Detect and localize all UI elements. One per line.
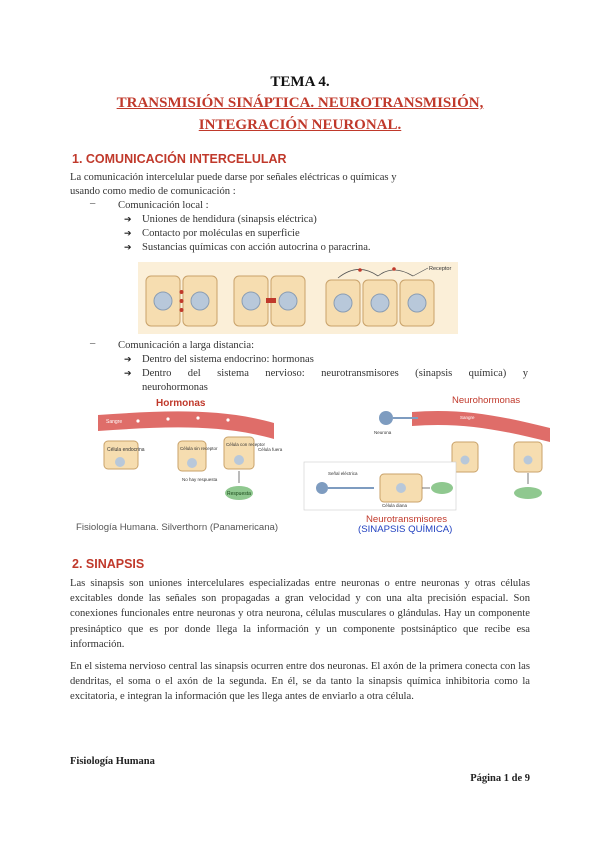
blood-label: Sangre [106, 419, 123, 425]
neuron-label: Neurona [374, 430, 392, 435]
no-receptor-cell-label: Célula sin receptor [180, 446, 218, 451]
footer-course-name: Fisiología Humana [70, 756, 155, 767]
neurohormones-title: Neurohormonas [452, 395, 521, 406]
local-communication-figure [138, 262, 458, 334]
neurotransmitters-figure [304, 462, 456, 510]
section1-intro-line1: La comunicación intercelular puede darse por señales eléctricas o químicas y [70, 172, 397, 183]
page-subtitle-line2: INTEGRACIÓN NEURONAL. [198, 117, 402, 133]
receptor-label: Receptor [429, 266, 452, 272]
list-dash: – [90, 198, 96, 209]
hormones-title: Hormonas [156, 398, 206, 409]
local-communication-label: Comunicación local : [118, 200, 209, 211]
arrow-icon: ➔ [124, 242, 132, 252]
local-item-3: Sustancias químicas con acción autocrina o paracrina. [142, 242, 371, 253]
figure-caption-left: Fisiología Humana. Silverthorn (Panamericana) [76, 522, 279, 533]
page-subtitle-line1: TRANSMISIÓN SINÁPTICA. NEUROTRANSMISIÓN, [116, 95, 484, 111]
with-receptor-cell-label: Célula con receptor [226, 442, 266, 447]
list-dash: – [90, 338, 96, 349]
response-label: Respuesta [227, 491, 251, 497]
arrow-icon: ➔ [124, 228, 132, 238]
section2-heading: 2. SINAPSIS [72, 557, 145, 571]
neurotransmitters-label: Neurotransmisores [366, 514, 448, 525]
hormones-figure [98, 393, 283, 513]
page-title: TEMA 4. [270, 74, 330, 90]
endocrine-cell-label: Célula endocrina [107, 447, 145, 453]
local-item-1: Uniones de hendidura (sinapsis eléctrica) [142, 214, 317, 225]
section2-paragraph-2: En el sistema nervioso central las sinapsis ocurren entre dos neuronas. El axón de la primera conecta con las dendritas, el soma o el axón de la segunda. En él, se da tanto la sinapsis química inhibitoria como la excitatoria, e integran la información que les llega antes de enviarlo a otra célula. [70, 661, 530, 703]
distance-item-2-line2: neurohormonas [142, 382, 208, 393]
chemical-synapse-label: (SINAPSIS QUÍMICA) [358, 524, 453, 535]
section2-paragraph-1: Las sinapsis son uniones intercelulares especializadas entre neuronas o entre neuronas y otras células excitables donde las señales son propagadas a gran velocidad y con una alta precisión espacial. Son conexiones funcionales entre neuronas y otra neurona, células musculares o glándulas. Hay un componente presináptico que es por donde llega la información y un componente postsináptico que recibe esa información. [70, 578, 530, 650]
target-cell-label: Célula diana [382, 503, 408, 508]
arrow-icon: ➔ [124, 214, 132, 224]
outside-cell-label: Célula fuera [258, 447, 283, 452]
distance-item-1: Dentro del sistema endocrino: hormonas [142, 354, 314, 365]
electric-signal-label: Señal eléctrica [328, 471, 358, 476]
distance-item-2-line1: Dentro del sistema nervioso: neurotransmisores (sinapsis química) y [142, 368, 528, 379]
distance-communication-label: Comunicación a larga distancia: [118, 340, 255, 351]
arrow-icon: ➔ [124, 368, 132, 378]
section1-intro-line2: usando como medio de comunicación : [70, 186, 236, 197]
section1-heading: 1. COMUNICACIÓN INTERCELULAR [72, 152, 287, 166]
no-response-label: No hay respuesta [182, 477, 218, 482]
arrow-icon: ➔ [124, 354, 132, 364]
footer-page-number: Página 1 de 9 [470, 773, 530, 784]
blood-label-2: Sangre [460, 415, 475, 420]
local-item-2: Contacto por moléculas en superficie [142, 228, 300, 239]
